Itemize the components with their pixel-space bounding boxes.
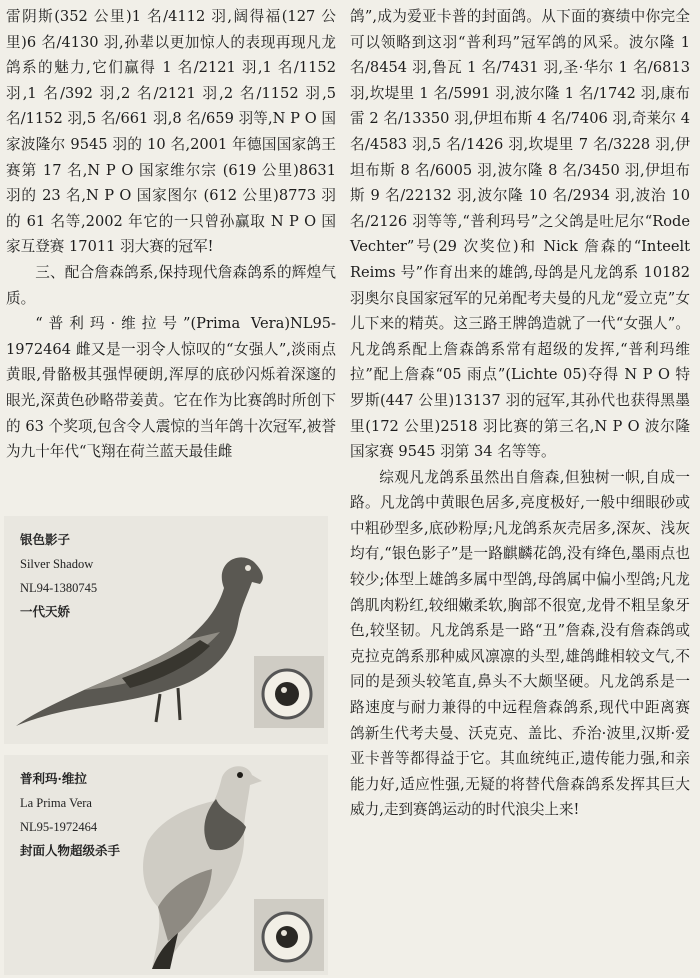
photo-caption: [20, 767, 120, 863]
right-paragraph-2: 综观凡龙鸽系虽然出自詹森,但独树一帜,自成一路。凡龙鸽中黄眼色居多,亮度极好,一般中细眼砂或中粗砂型多,底砂粉厚;凡龙鸽系灰壳居多,深灰、浅灰均有,“银色影子”是一路麒麟花鸽,没有绛色,墨雨点也较少;体型上雄鸽多属中型鸽,母鸽属中偏小型鸽;凡龙鸽肌肉粉红,较细嫩柔软,胸部不很宽,龙骨不粗呈象牙色,较坚韧。凡龙鸽系是一路“丑”詹森,没有詹森鸽或克拉克鸽系那种威风凛凛的头型,雄鸽雌相较文气,不同的是颈头较笔直,鼻头不大颇坚硬。凡龙鸽系是一路速度与耐力兼得的中远程詹森鸽系,现代中距离赛鸽新生代考夫曼、沃克克、盖比、乔治·波里,汉斯·爱亚卡普等都得益于它。其血统纯正,遗传能力强,和亲能力好,适应性强,无疑的将替代詹森鸽系发挥其巨大威力,走到赛鸽运动的时代浪尖上来!: [350, 468, 690, 819]
pigeon-title: 一代天娇: [20, 604, 71, 619]
right-column: [350, 4, 690, 823]
pigeon-illustration: [112, 757, 272, 973]
pigeon-name-en: La Prima Vera: [20, 796, 92, 810]
ring-number: NL95-1972464: [20, 820, 98, 834]
left-paragraph-3: “普利玛·维拉号”(Prima Vera)NL95-1972464 雌又是一羽令人惊叹的“女强人”,淡雨点黄眼,骨骼极其强悍硬朗,浑厚的底砂闪烁着深邃的眼光,深黄色砂略带姜黄。它在作为比赛鸽时所创下的 63 个奖项,包含令人震惊的当年鸽十次冠军,被誉为九十年代“飞翔在荷兰蓝天最佳雌: [6, 315, 336, 461]
prima-vera-photo: [4, 755, 328, 975]
pigeon-title: 封面人物超级杀手: [20, 843, 121, 858]
right-paragraph-1: 鸽”,成为爱亚卡普的封面鸽。从下面的赛绩中你完全可以领略到这羽“普利玛”冠军鸽的风采。波尔隆 1 名/8454 羽,鲁瓦 1 名/7431 羽,圣·华尔 1 名/6813 羽,坎堤里 1 名/5991 羽,波尔隆 1 名/1742 羽,康布雷 2 名/13350 羽,伊坦布斯 4 名/7406 羽,奇莱尔 4 名/4583 羽,5 名/1426 羽,坎堤里 7 名/3228 羽,伊坦布斯 8 名/6005 羽,波尔隆 8 名/3450 羽,伊坦布斯 9 名/22132 羽,波尔隆 10 名/2934 羽,波治 10 名/2126 羽等等,“普利玛号”之父鸽是吐尼尔“Rode Vechter”号(29 次奖位)和 Nick 詹森的“Inteelt Reims 号”作育出来的雄鸽,母鸽是凡龙鸽系 10182 羽奥尔良国家冠军的兄弟配考夫曼的凡龙“爱立克”女儿下来的精英。这三路王牌鸽造就了一代“女强人”。凡龙鸽系配上詹森鸽系常有超级的发挥,“普利玛维拉”配上詹森“05 雨点”(Lichte 05)夺得 N P O 特罗斯(447 公里)13137 羽的冠军,其孙代也获得黑墨里(172 公里)2518 羽比赛的第三名,N P O 波尔隆国家赛 9545 羽第 34 名等等。: [350, 8, 690, 461]
pigeon-name-cn: 普利玛·维拉: [20, 771, 87, 786]
left-paragraph-1: 雷阴斯(352 公里)1 名/4112 羽,阔得福(127 公里)6 名/4130 羽,孙辈以更加惊人的表现再现凡龙鸽系的魅力,它们赢得 1 名/2121 羽,1 名/1152 羽,1 名/392 羽,2 名/2121 羽,2 名/1152 羽,5 名/1152 羽,5 名/661 羽,8 名/659 羽等,N P O 国家波隆尔 9545 羽的 10 名,2001 年德国国家鸽王赛第 17 名,N P O 国家维尔宗 (619 公里)8631 羽的 23 名,N P O 国家图尔 (612 公里)8773 羽的 61 名等,2002 年它的一只曾孙赢取 N P O 国家互登赛 17011 羽大赛的冠军!: [6, 8, 336, 256]
pigeon-name-cn: 银色影子: [20, 532, 71, 547]
pigeon-name-en: Silver Shadow: [20, 557, 94, 571]
photo-caption: [20, 528, 97, 624]
eye-closeup: [254, 656, 324, 728]
section-heading-3: 三、配合詹森鸽系,保持现代詹森鸽系的辉煌气质。: [6, 263, 336, 307]
silver-shadow-photo: [4, 516, 328, 744]
ring-number: NL94-1380745: [20, 581, 98, 595]
left-column: [6, 4, 336, 465]
eye-closeup: [254, 899, 324, 971]
